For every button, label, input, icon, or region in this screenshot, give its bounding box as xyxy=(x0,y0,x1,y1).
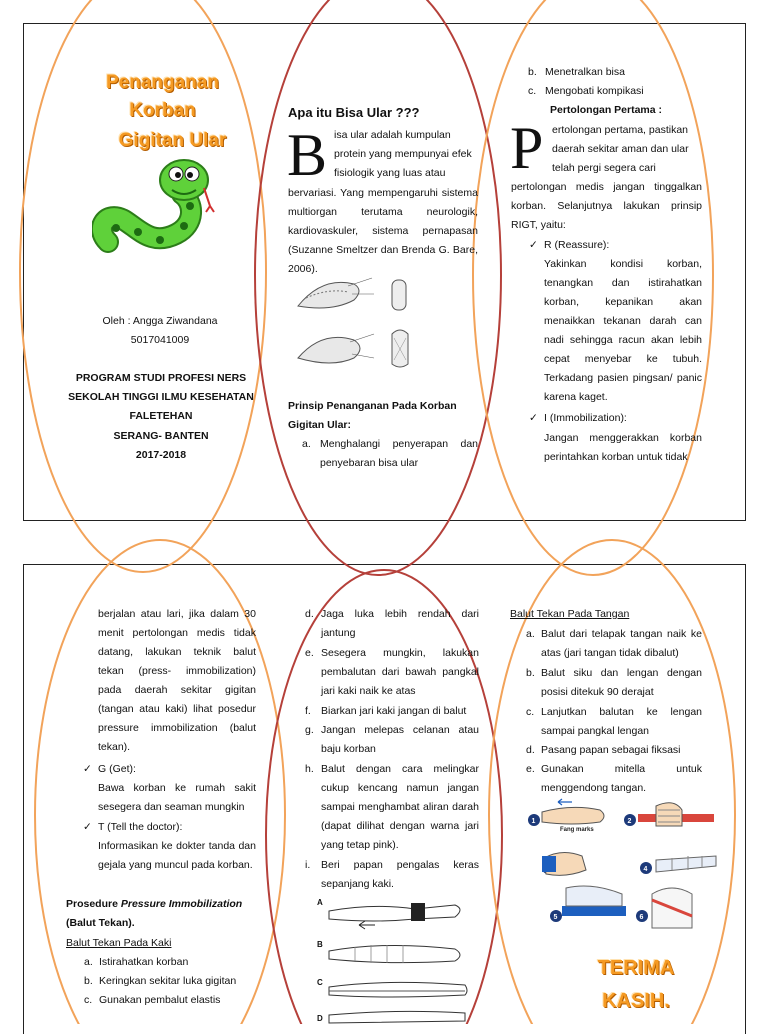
figure-number: 6 xyxy=(639,914,644,921)
rigt-g-label: G (Get): xyxy=(98,763,136,775)
list-marker: d. xyxy=(526,744,535,756)
principle-item-a: Menghalangi penyerapan dan penyebaran bisa ular xyxy=(320,438,478,469)
leg-item: Istirahatkan korban xyxy=(99,956,189,968)
figure-label: A xyxy=(317,898,323,907)
arm-item: Lanjutkan balutan ke lengan sampai pangkal lengan xyxy=(541,706,702,737)
list-marker: f. xyxy=(305,705,311,717)
leg-item: Gunakan pembalut elastis xyxy=(99,994,221,1006)
figure-label: C xyxy=(317,978,323,987)
cover-year: 2017-2018 xyxy=(135,449,187,461)
rigt-t-text: Informasikan ke dokter tanda dan gejala yang muncul pada korban. xyxy=(98,840,256,871)
cover-city: SERANG- BANTEN xyxy=(113,430,209,442)
leg-item: Sesegera mungkin, lakukan pembalutan dari bawah pangkal jari kaki naik ke atas xyxy=(321,647,479,697)
leg-item: Balut dengan cara melingkar cukup kencang namun jangan sampai menghambat aliran darah (dapat dilihat dengan warna jari yang tetap pink). xyxy=(321,763,479,851)
principle-item-c: Mengobati kompikasi xyxy=(545,85,644,97)
immobilization-continued: berjalan atau lari, jika dalam 30 menit pertolongan medis tidak datang, lakukan teknik balut tekan (press- immobilization) pada daerah sekitar gigitan (tangan atau kaki) lihat posedur pressure immobilization (balut tekan). xyxy=(98,608,256,753)
arm-bandage-figure xyxy=(522,798,718,944)
snake-illustration xyxy=(92,150,222,268)
figure-number: 1 xyxy=(531,818,536,825)
paragraph-line: telah pergi segera cari xyxy=(552,162,656,174)
figure-number: 5 xyxy=(553,914,558,921)
rigt-r-text: Yakinkan kondisi korban, tenangkan dan istirahatkan korban, kepanikan akan menaikkan tekanan darah can nadi sehingga racun akan lebih cepat menyebar ke tubuh. Terkadang pasien pingsan/ panic karena kaget. xyxy=(544,258,702,403)
list-marker: b. xyxy=(528,66,537,78)
fang-marks-caption: Fang marks xyxy=(560,827,594,833)
paragraph-line: daerah sekitar aman dan ular xyxy=(552,143,689,155)
leg-item: Jangan melepas celanan atau baju korban xyxy=(321,724,479,755)
list-marker: e. xyxy=(305,647,314,659)
thanks-line1: TERIMA xyxy=(597,957,675,979)
list-marker: a. xyxy=(84,956,93,968)
procedure-heading xyxy=(66,895,256,914)
procedure-italic: Pressure Immobilization xyxy=(120,898,243,910)
arm-item: Gunakan mitella untuk menggendong tangan. xyxy=(541,763,702,794)
paragraph-line: protein yang mempunyai efek xyxy=(334,148,472,160)
paragraph-first-aid: pertolongan medis jangan tinggalkan korban. Selanjutnya lakukan prinsip RIGT, yaitu: xyxy=(511,181,702,231)
rigt-r-label: R (Reassure): xyxy=(544,239,610,251)
section-heading-bisa-ular: Apa itu Bisa Ular ??? xyxy=(288,105,420,120)
procedure-prefix: Prosedure xyxy=(66,898,121,910)
list-marker: c. xyxy=(526,706,535,718)
paragraph-line: fisiologik yang luas atau xyxy=(334,167,446,179)
list-marker: a. xyxy=(526,628,535,640)
figure-number: 2 xyxy=(627,818,632,825)
checkmark-icon: ✓ xyxy=(83,763,92,775)
list-marker: h. xyxy=(305,763,314,775)
cover-school: SEKOLAH TINGGI ILMU KESEHATAN xyxy=(68,391,254,403)
drop-cap-b: B xyxy=(287,122,328,188)
arm-item: Balut siku dan lengan dengan posisi ditekuk 90 derajat xyxy=(541,667,702,698)
rigt-t-label: T (Tell the doctor): xyxy=(98,821,183,833)
checkmark-icon: ✓ xyxy=(529,239,538,251)
rigt-i-label: I (Immobilization): xyxy=(544,412,627,424)
principles-heading: Prinsip Penanganan Pada Korban Gigitan Ular: xyxy=(288,400,457,431)
cover-title-line1: Penanganan xyxy=(106,72,219,93)
cover-title-line3: Gigitan Ular xyxy=(118,130,227,151)
paragraph-line: isa ular adalah kumpulan xyxy=(334,129,451,141)
arm-bandage-heading: Balut Tekan Pada Tangan xyxy=(510,608,630,620)
leg-item: Biarkan jari kaki jangan di balut xyxy=(321,705,467,717)
paragraph-line: ertolongan pertama, pastikan xyxy=(552,124,689,136)
arm-item: Balut dari telapak tangan naik ke atas (jari tangan tidak dibalut) xyxy=(541,628,702,659)
checkmark-icon: ✓ xyxy=(83,821,92,833)
checkmark-icon: ✓ xyxy=(529,412,538,424)
rigt-g-text: Bawa korban ke rumah sakit sesegera dan seaman mungkin xyxy=(98,782,256,813)
cover-program: PROGRAM STUDI PROFESI NERS xyxy=(75,372,247,384)
list-marker: b. xyxy=(84,975,93,987)
cover-title-line2: Korban xyxy=(129,100,196,121)
figure-label: D xyxy=(317,1014,323,1023)
principle-item-b: Menetralkan bisa xyxy=(545,66,625,78)
cover-institution: FALETEHAN xyxy=(129,410,193,422)
snake-anatomy-diagram xyxy=(292,268,442,378)
list-marker: d. xyxy=(305,608,314,620)
procedure-suffix: (Balut Tekan). xyxy=(66,917,135,929)
list-marker: b. xyxy=(526,667,535,679)
leg-item: Jaga luka lebih rendah dari jantung xyxy=(321,608,479,639)
list-marker: c. xyxy=(528,85,537,97)
leg-bandage-heading: Balut Tekan Pada Kaki xyxy=(66,937,172,949)
first-aid-heading: Pertolongan Pertama : xyxy=(550,104,663,116)
leg-bandage-figure xyxy=(315,895,475,1024)
thanks-line2: KASIH. xyxy=(602,990,670,1012)
paragraph-bisa-ular: bervariasi. Yang mempengaruhi sistema multiorgan terutama neurologik, kardiovaskuler, sistema pernapasan (Suzanne Smeltzer dan Brenda G. Bare, 2006). xyxy=(288,187,478,275)
cover-author: Oleh : Angga Ziwandana xyxy=(102,315,218,327)
rigt-i-text: Jangan menggerakkan korban perintahkan korban untuk tidak xyxy=(544,432,702,463)
leg-item: Keringkan sekitar luka gigitan xyxy=(99,975,237,987)
figure-label: B xyxy=(317,940,323,949)
list-marker: i. xyxy=(305,859,311,871)
leg-item: Beri papan pengalas keras sepanjang kaki. xyxy=(321,859,479,890)
list-marker: e. xyxy=(526,763,535,775)
list-marker: c. xyxy=(84,994,93,1006)
cover-nim: 5017041009 xyxy=(130,334,190,346)
list-marker: a. xyxy=(302,438,311,450)
figure-number: 4 xyxy=(643,866,648,873)
arm-item: Pasang papan sebagai fiksasi xyxy=(541,744,681,756)
drop-cap-p: P xyxy=(510,115,544,181)
list-marker: g. xyxy=(305,724,314,736)
